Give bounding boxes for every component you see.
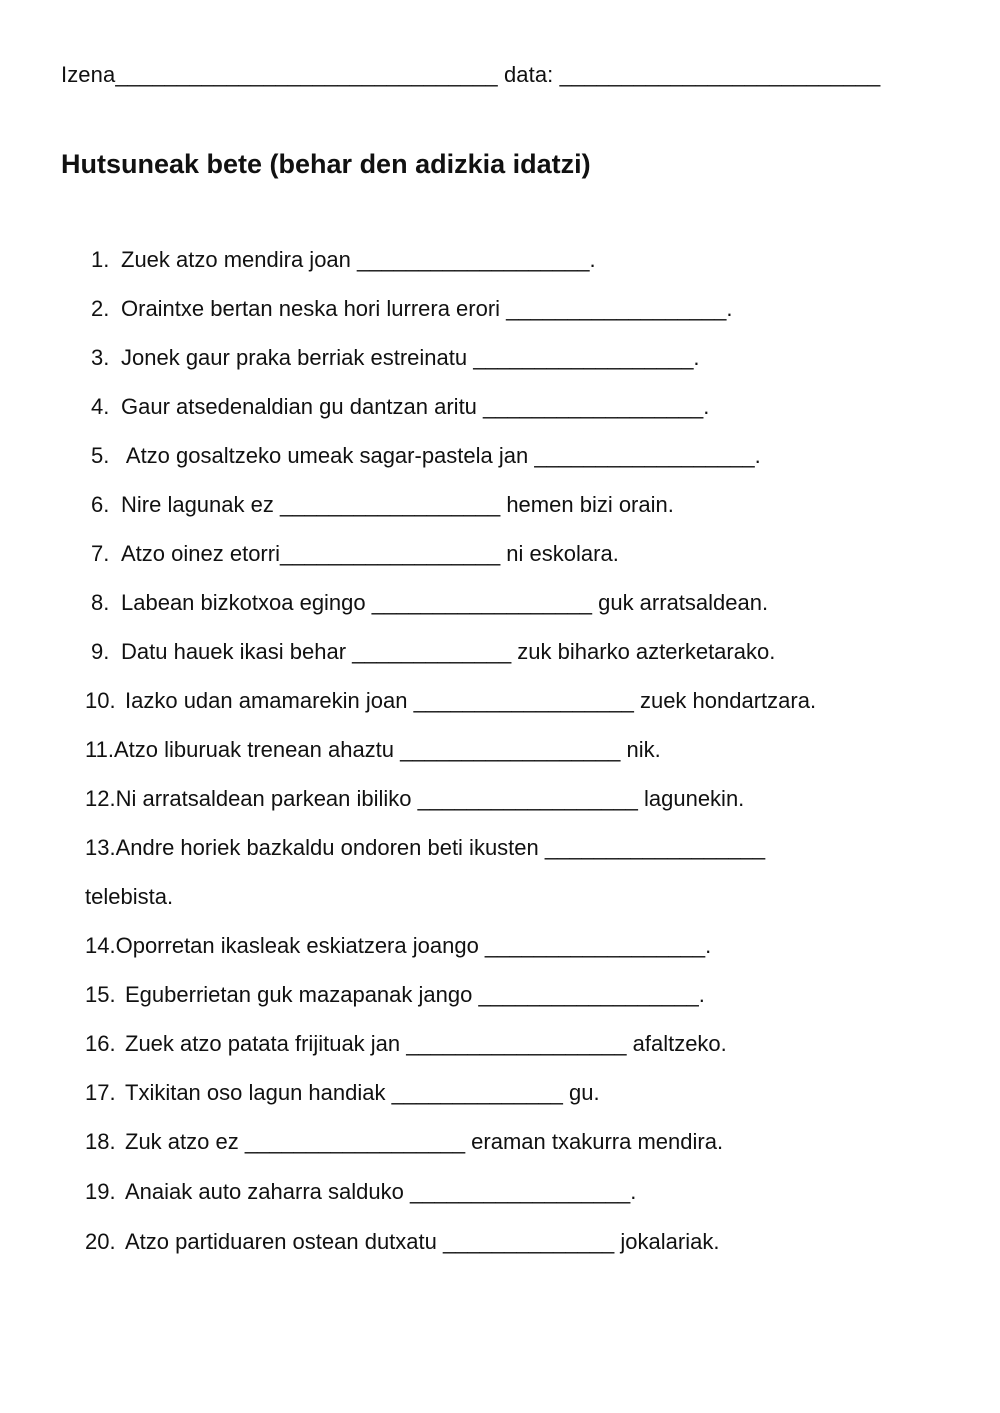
item-text: Atzo oinez etorri__________________ ni eskolara. [121, 541, 619, 566]
item-text: Jonek gaur praka berriak estreinatu __________________. [121, 345, 700, 370]
exercise-item-14 [85, 932, 711, 960]
item-number: 7. [91, 541, 110, 566]
exercise-item-16 [85, 1030, 727, 1058]
exercise-item-9 [91, 638, 775, 666]
exercise-item-12 [85, 785, 744, 813]
exercise-item-2 [91, 295, 733, 323]
item-text: Atzo partiduaren ostean dutxatu ______________ jokalariak. [125, 1229, 720, 1254]
item-number: 8. [91, 590, 110, 615]
item-text: Datu hauek ikasi behar _____________ zuk biharko azterketarako. [121, 639, 776, 664]
item-text: Zuek atzo patata frijituak jan __________________ afaltzeko. [125, 1031, 727, 1056]
exercise-item-5 [91, 442, 761, 470]
item-number: 14. [85, 933, 116, 958]
exercise-item-10 [85, 687, 816, 715]
item-text: Anaiak auto zaharra salduko __________________. [125, 1179, 637, 1204]
item-number: 13. [85, 835, 116, 860]
item-number: 15. [85, 982, 116, 1007]
date-label: data: __________________________ [503, 62, 881, 87]
item-number: 17. [85, 1080, 116, 1105]
item-text: Oraintxe bertan neska hori lurrera erori __________________. [121, 296, 733, 321]
exercise-item-17 [85, 1079, 600, 1107]
exercise-item-8 [91, 589, 768, 617]
exercise-item-15 [85, 981, 705, 1009]
item-number: 11. [85, 737, 114, 762]
exercise-item-13-continued [85, 883, 173, 911]
item-number: 12. [85, 786, 116, 811]
item-text: Ni arratsaldean parkean ibiliko __________________ lagunekin. [115, 786, 745, 811]
name-label: Izena_______________________________ [61, 62, 498, 87]
exercise-item-6 [91, 491, 674, 519]
exercise-item-3 [91, 344, 700, 372]
item-text: Zuek atzo mendira joan ___________________. [121, 247, 596, 272]
item-number: 16. [85, 1031, 116, 1056]
item-number: 3. [91, 345, 110, 370]
item-text: telebista. [85, 884, 174, 909]
exercise-item-7 [91, 540, 619, 568]
exercise-item-4 [91, 393, 709, 421]
item-number: 1. [91, 247, 110, 272]
item-text: Eguberrietan guk mazapanak jango __________________. [125, 982, 705, 1007]
item-number: 9. [91, 639, 110, 664]
item-text: Atzo liburuak trenean ahaztu __________________ nik. [113, 737, 661, 762]
item-text: Txikitan oso lagun handiak ______________ gu. [125, 1080, 600, 1105]
item-number: 19. [85, 1179, 116, 1204]
item-number: 4. [91, 394, 110, 419]
item-text: Atzo gosaltzeko umeak sagar-pastela jan __________________. [121, 443, 761, 468]
item-number: 5. [91, 443, 110, 468]
exercise-item-13 [85, 834, 765, 862]
item-text: Nire lagunak ez __________________ hemen bizi orain. [121, 492, 674, 517]
item-number: 6. [91, 492, 110, 517]
item-text: Zuk atzo ez __________________ eraman txakurra mendira. [125, 1129, 724, 1154]
item-number: 2. [91, 296, 110, 321]
item-number: 10. [85, 688, 116, 713]
item-text: Oporretan ikasleak eskiatzera joango __________________. [115, 933, 712, 958]
exercise-item-11 [85, 736, 661, 764]
item-text: Labean bizkotxoa egingo __________________ guk arratsaldean. [121, 590, 769, 615]
item-text: Iazko udan amamarekin joan __________________ zuek hondartzara. [125, 688, 817, 713]
exercise-item-19 [85, 1178, 636, 1206]
worksheet-title: Hutsuneak bete (behar den adizkia idatzi) [61, 149, 591, 179]
item-number: 20. [85, 1229, 116, 1254]
item-text: Gaur atsedenaldian gu dantzan aritu __________________. [121, 394, 710, 419]
exercise-item-1 [91, 246, 596, 274]
item-text: Andre horiek bazkaldu ondoren beti ikusten __________________ [115, 835, 766, 860]
item-number: 18. [85, 1129, 116, 1154]
exercise-item-18 [85, 1128, 723, 1156]
exercise-item-20 [85, 1228, 719, 1256]
